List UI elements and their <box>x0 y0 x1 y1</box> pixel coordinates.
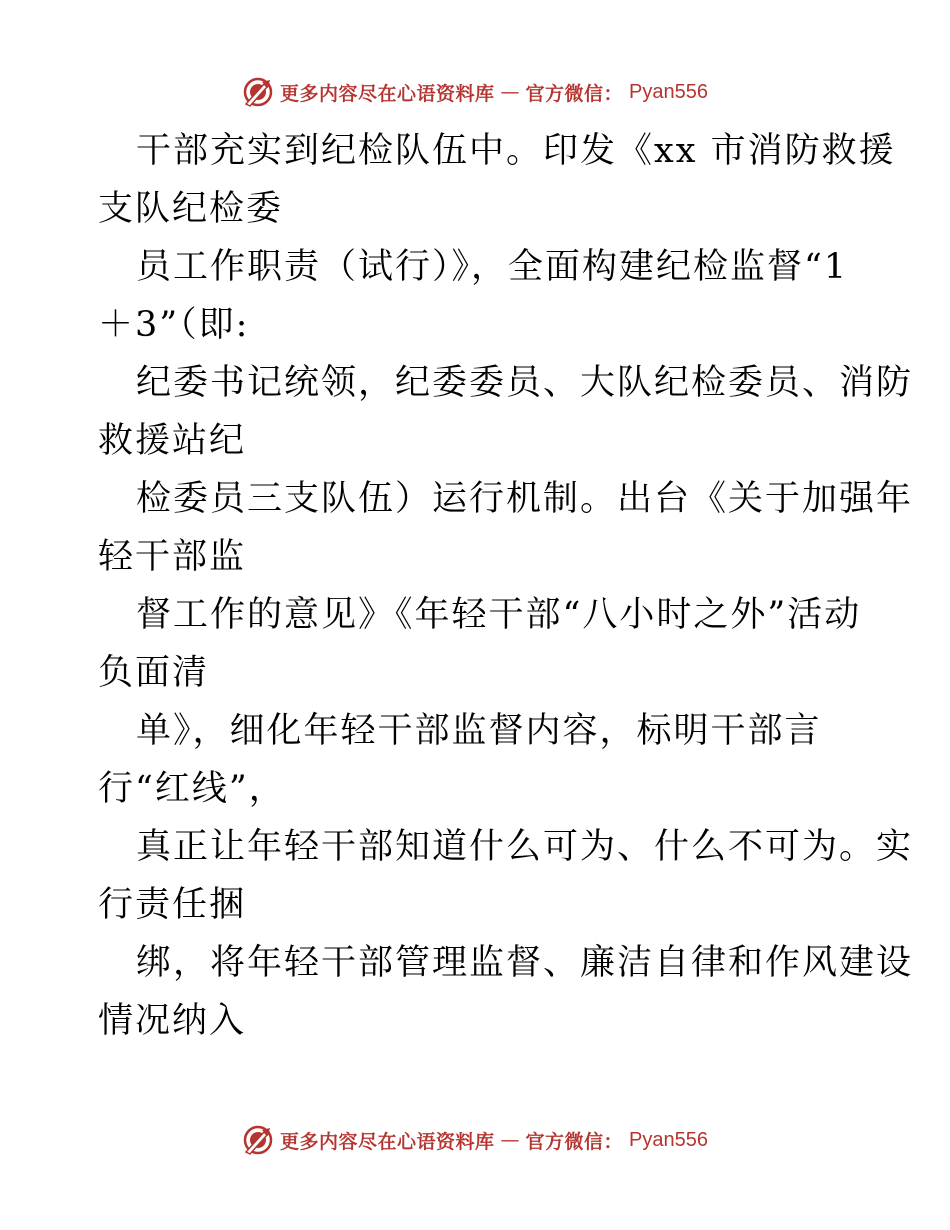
watermark-separator: — <box>500 1129 520 1151</box>
document-body <box>98 122 914 1050</box>
text-line: 负面清 <box>98 653 210 693</box>
text-line: 行责任捆 <box>98 885 247 925</box>
text-line: 纪委书记统领，纪委委员、大队纪检委员、消防 <box>136 363 914 403</box>
watermark-separator: — <box>500 81 520 103</box>
footer-watermark <box>0 1120 950 1160</box>
watermark-wechat-id: Pyan556 <box>629 1128 708 1151</box>
watermark-wechat-id: Pyan556 <box>629 80 708 103</box>
text-line: 行“红线”， <box>98 769 286 809</box>
text-line: 单》，细化年轻干部监督内容，标明干部言 <box>136 711 822 751</box>
text-line: 干部充实到纪检队伍中。印发《xx 市消防救援 <box>136 131 896 171</box>
text-line: 检委员三支队伍）运行机制。出台《关于加强年 <box>136 479 914 519</box>
text-line: ＋3”（即: <box>98 305 250 345</box>
watermark-text: 更多内容尽在心语资料库 <box>280 1130 495 1153</box>
text-line: 督工作的意见》《年轻干部“八小时之外”活动 <box>136 595 862 635</box>
text-line: 员工作职责（试行）》，全面构建纪检监督“1 <box>136 247 849 287</box>
text-line: 支队纪检委 <box>98 189 284 229</box>
text-line: 情况纳入 <box>98 1001 247 1041</box>
watermark-official-label: 官方微信： <box>525 1130 624 1153</box>
text-line: 真正让年轻干部知道什么可为、什么不可为。实 <box>136 827 914 867</box>
watermark-text: 更多内容尽在心语资料库 <box>280 82 495 105</box>
watermark-official-label: 官方微信： <box>525 82 624 105</box>
text-line: 绑，将年轻干部管理监督、廉洁自律和作风建设 <box>136 943 914 983</box>
text-line: 救援站纪 <box>98 421 247 461</box>
text-line: 轻干部监 <box>98 537 247 577</box>
quill-seal-logo-icon <box>242 1124 274 1156</box>
header-watermark <box>0 72 950 112</box>
quill-seal-logo-icon <box>242 76 274 108</box>
